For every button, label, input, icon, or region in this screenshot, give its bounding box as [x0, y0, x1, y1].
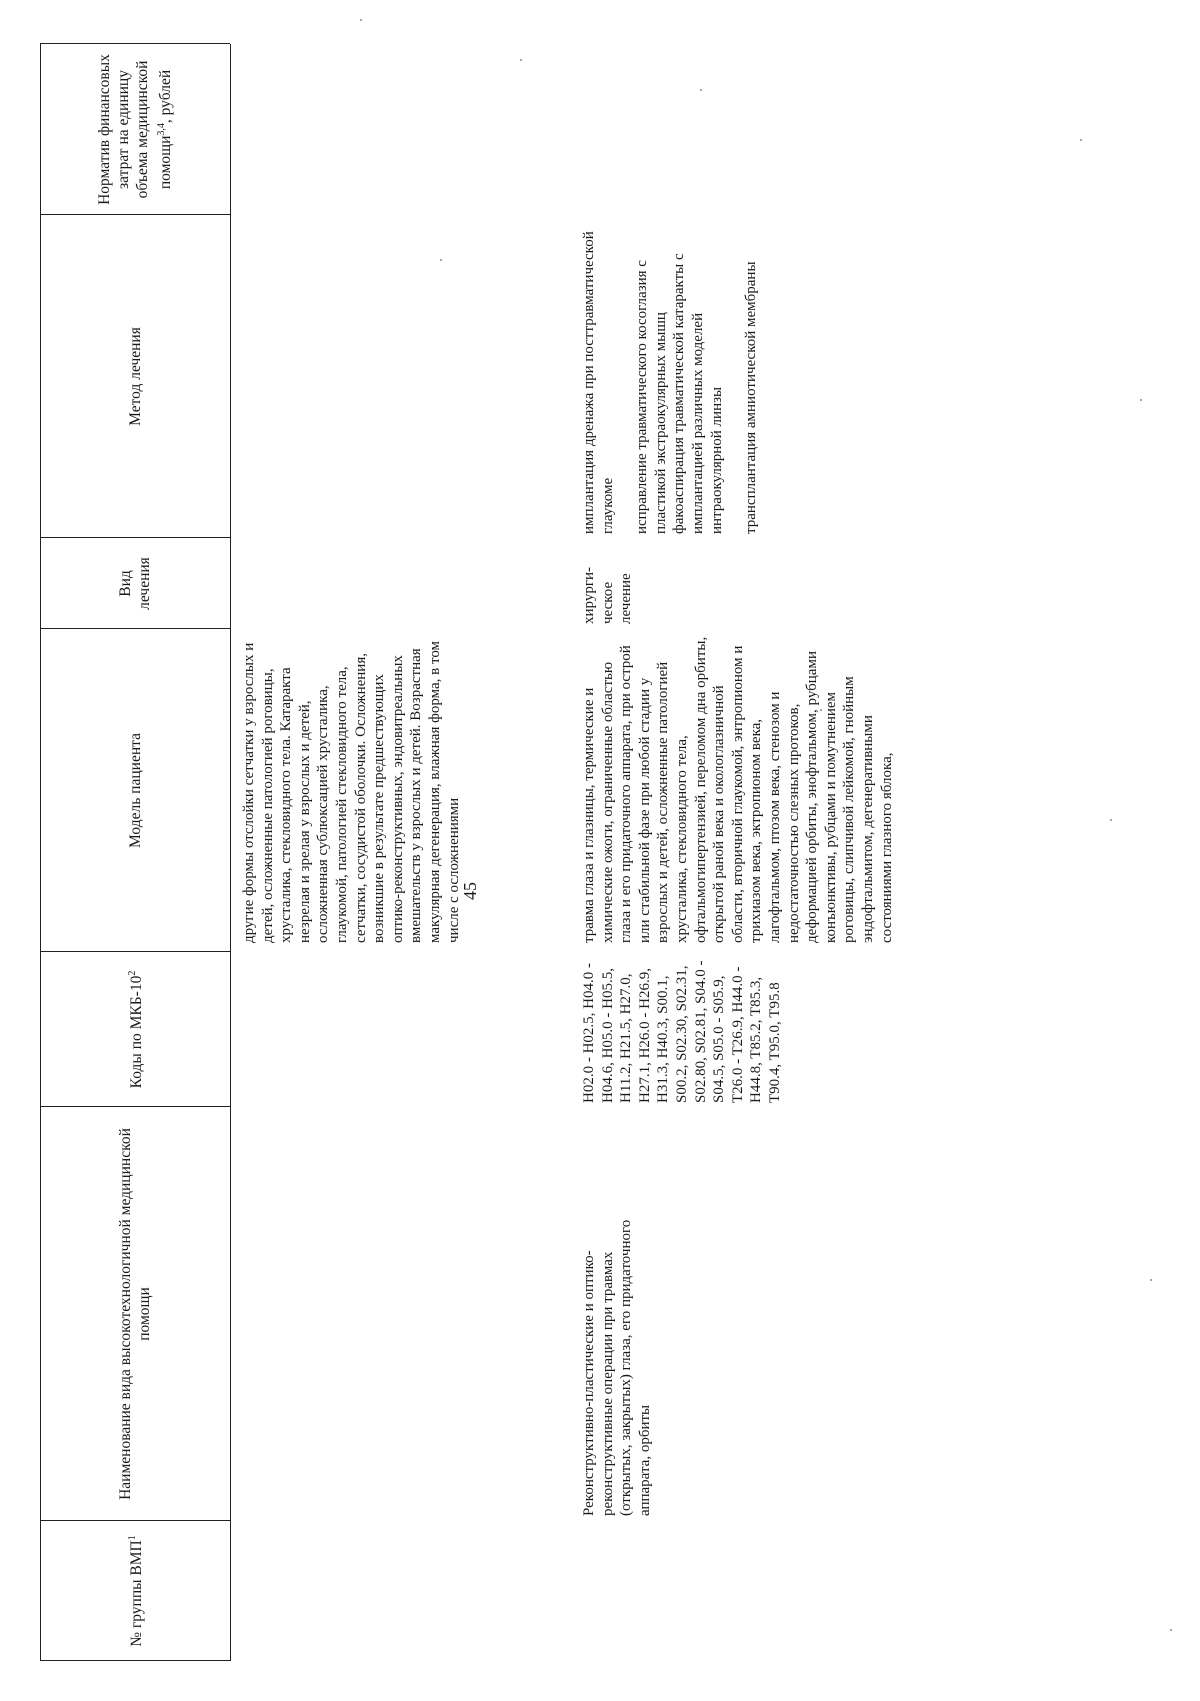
- header-group-number: № группы ВМП$^1$: [127, 1535, 146, 1647]
- table-col-divider-2: [40, 1106, 230, 1107]
- table-right-border: [40, 43, 230, 44]
- page-number: 45: [460, 882, 480, 900]
- scan-speck: [1110, 819, 1112, 821]
- table-col-divider-3: [40, 951, 230, 952]
- header-cost-norm: Норматив финансовых затрат на единицу объема медицинской помощи$^{3,4}$, рублей: [95, 54, 175, 205]
- method-item: исправление травматического косоглазия с пластикой экстраокулярных мышц факоаспирация травматической катаракты с имплантацией различных моделей интраокулярной линзы: [634, 253, 725, 534]
- table-left-border: [40, 1660, 230, 1661]
- header-treatment-method: Метод лечения: [126, 327, 144, 426]
- table-col-divider-4: [40, 628, 230, 629]
- row2-vmp-name: Реконструктивно-пластические и оптико-реконструктивные операции при травмах (открытых, закрытых) глаза, его придаточного аппарата, орбиты: [581, 1219, 653, 1516]
- header-patient-model: Модель пациента: [126, 733, 144, 848]
- method-item: имплантация дренажа при посттравматической глаукоме: [581, 231, 616, 534]
- header-treatment-type: Вид лечения: [117, 557, 153, 610]
- scan-speck: [1170, 1629, 1172, 1631]
- scan-speck: [440, 259, 442, 261]
- scan-speck: [1080, 139, 1082, 141]
- row2-patient-model: травма глаза и глазницы, термические и химические ожоги, ограниченные областью глаза и его придаточного аппарата, при острой или стабильной фазе при любой стадии у взрослых и детей, осложненные патологией хрусталика, стекловидного тела, офтальмогипертензией, переломом дна орбиты, открытой раной века и окологлазничной области, вторичной глаукомой, энтропионом и трихиазом века, эктропионом века, лагофтальмом, птозом века, стенозом и недостаточностью слезных протоков, деформацией орбиты, энофтальмом, рубцами конъюнктивы, рубцами и помутнением роговицы, слипчивой лейкомой, гнойным эндофтальмитом, дегенеративными состояниями глазного яблока,: [581, 636, 895, 943]
- table-col-divider-6: [40, 214, 230, 215]
- row2-icd-codes: H02.0 - H02.5, H04.0 - H04.6, H05.0 - H05.5, H11.2, H21.5, H27.0, H27.1, H26.0 - H26.9, H31.3, H40.3, S00.1, S00.2, S02.30, S02.31, S02.80, S02.81, S04.0 - S04.5, S05.0 - S05.9, T26.0 - T26.9, H44.0 - H44.8, T85.2, T85.3, T90.4, T95.0, T95.8: [581, 960, 783, 1103]
- table-header-bottom-border: [230, 44, 231, 1661]
- scan-speck: [360, 19, 362, 21]
- table-col-divider-1: [40, 1520, 230, 1521]
- scan-speck: [1140, 399, 1142, 401]
- header-vmp-name: Наименование вида высокотехнологичной медицинской помощи: [117, 1128, 153, 1500]
- row2-treatment-type: хирурги-ческое лечение: [581, 566, 635, 624]
- method-item: трансплантация амниотической мембраны: [743, 261, 760, 534]
- scan-speck: [700, 89, 702, 91]
- scan-speck: [1150, 1279, 1152, 1281]
- row1-patient-model: другие формы отслойки сетчатки у взрослых и детей, осложненные патологией роговицы, хрусталика, стекловидного тела. Катаракта незрелая и зрелая у взрослых и детей, осложненная сублюксацией хрусталика, глаукомой, патологией стекловидного тела, сетчатки, сосудистой оболочки. Осложнения, возникшие в результате предшествующих оптико-реконструктивных, эндовитреальных вмешательств у взрослых и детей. Возрастная макулярная дегенерация, влажная форма, в том числе с осложнениями: [241, 640, 462, 943]
- table-col-divider-5: [40, 537, 230, 538]
- scan-speck: [820, 709, 822, 711]
- scan-speck: [520, 59, 522, 61]
- header-icd-codes: Коды по МКБ-$10^2$: [127, 970, 146, 1089]
- row2-treatment-methods: [580, 216, 777, 534]
